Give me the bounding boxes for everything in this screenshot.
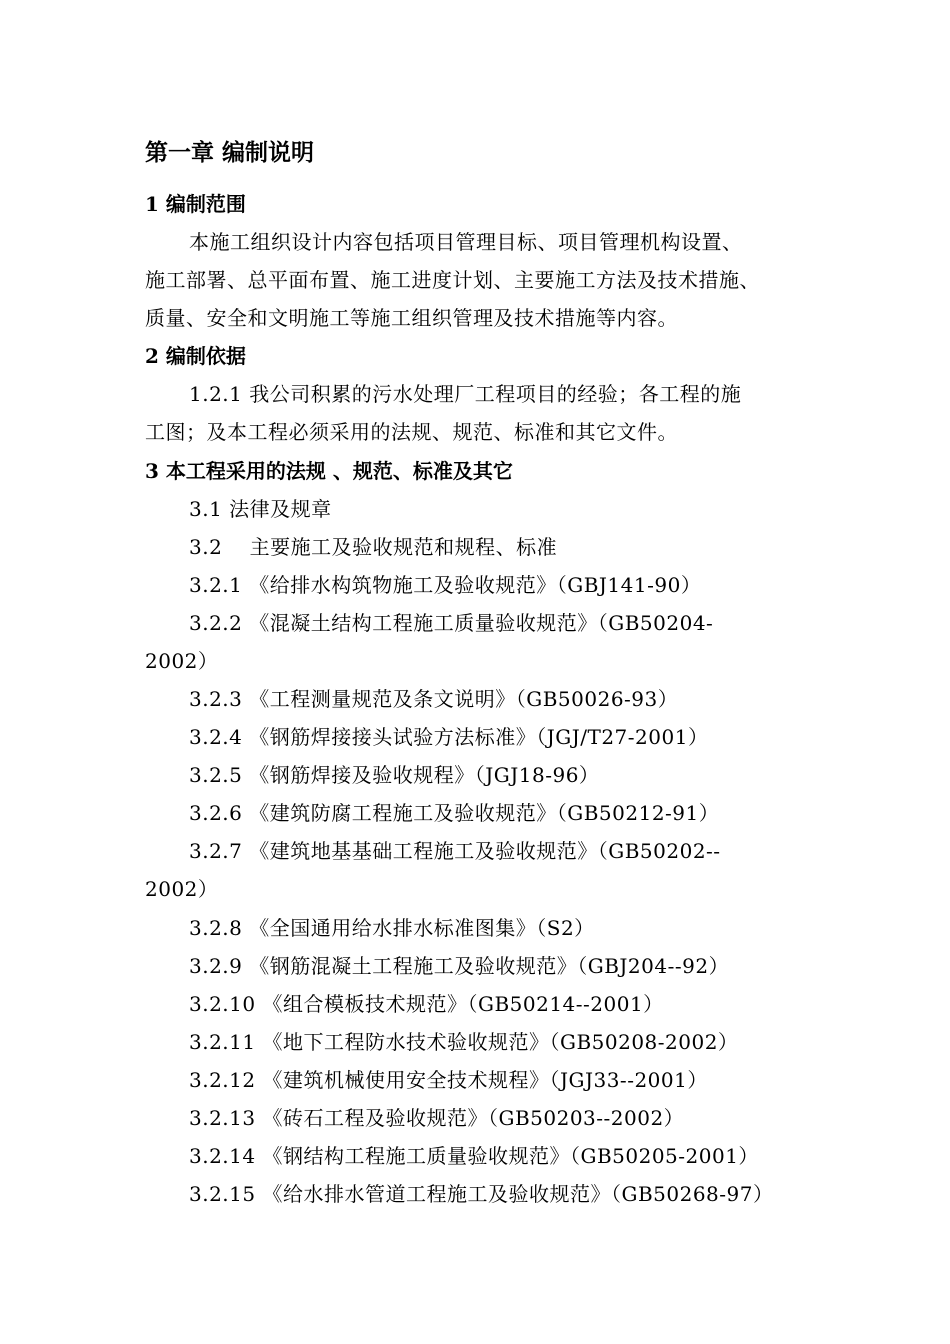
list-item: 3.1 法律及规章 [189,497,332,521]
list-item: 3.2.13 《砖石工程及验收规范》（GB50203--2002） [189,1106,685,1130]
section-2-paragraph-line: 1.2.1 我公司积累的污水处理厂工程项目的经验；各工程的施 [189,382,742,406]
section-1-paragraph-line: 质量、安全和文明施工等施工组织管理及技术措施等内容。 [145,306,678,330]
list-item: 3.2.9 《钢筋混凝土工程施工及验收规范》（GBJ204--92） [189,954,730,978]
section-1-paragraph-line: 本施工组织设计内容包括项目管理目标、项目管理机构设置、 [189,230,743,254]
list-item: 3.2.12 《建筑机械使用安全技术规程》（JGJ33--2001） [189,1068,708,1092]
list-item: 3.2.14 《钢结构工程施工质量验收规范》（GB50205-2001） [189,1144,759,1168]
list-item: 3.2.11 《地下工程防水技术验收规范》（GB50208-2002） [189,1030,739,1054]
list-item: 3.2.2 《混凝土结构工程施工质量验收规范》（GB50204- [189,611,714,635]
list-item: 3.2.10 《组合模板技术规范》（GB50214--2001） [189,992,664,1016]
chapter-title: 第一章 编制说明 [145,139,315,166]
list-item: 3.2 主要施工及验收规范和规程、标准 [189,535,558,559]
list-item-continuation: 2002） [145,649,219,673]
list-item: 3.2.5 《钢筋焊接及验收规程》（JGJ18-96） [189,763,600,787]
list-item: 3.2.4 《钢筋焊接接头试验方法标准》（JGJ/T27-2001） [189,725,709,749]
list-item: 3.2.3 《工程测量规范及条文说明》（GB50026-93） [189,687,679,711]
list-item: 3.2.15 《给水排水管道工程施工及验收规范》（GB50268-97） [189,1182,774,1206]
list-item: 3.2.7 《建筑地基基础工程施工及验收规范》（GB50202-- [189,839,721,863]
section-2-paragraph-line: 工图；及本工程必须采用的法规、规范、标准和其它文件。 [145,420,678,444]
list-item: 3.2.6 《建筑防腐工程施工及验收规范》（GB50212-91） [189,801,720,825]
list-item: 3.2.1 《给排水构筑物施工及验收规范》（GBJ141-90） [189,573,702,597]
section-1-heading: 1 编制范围 [145,192,246,216]
section-1-paragraph-line: 施工部署、总平面布置、施工进度计划、主要施工方法及技术措施、 [145,268,760,292]
list-item-continuation: 2002） [145,877,219,901]
section-2-heading: 2 编制依据 [145,344,246,368]
list-item: 3.2.8 《全国通用给水排水标准图集》（S2） [189,916,595,940]
section-3-heading: 3 本工程采用的法规 、规范、标准及其它 [145,459,513,483]
